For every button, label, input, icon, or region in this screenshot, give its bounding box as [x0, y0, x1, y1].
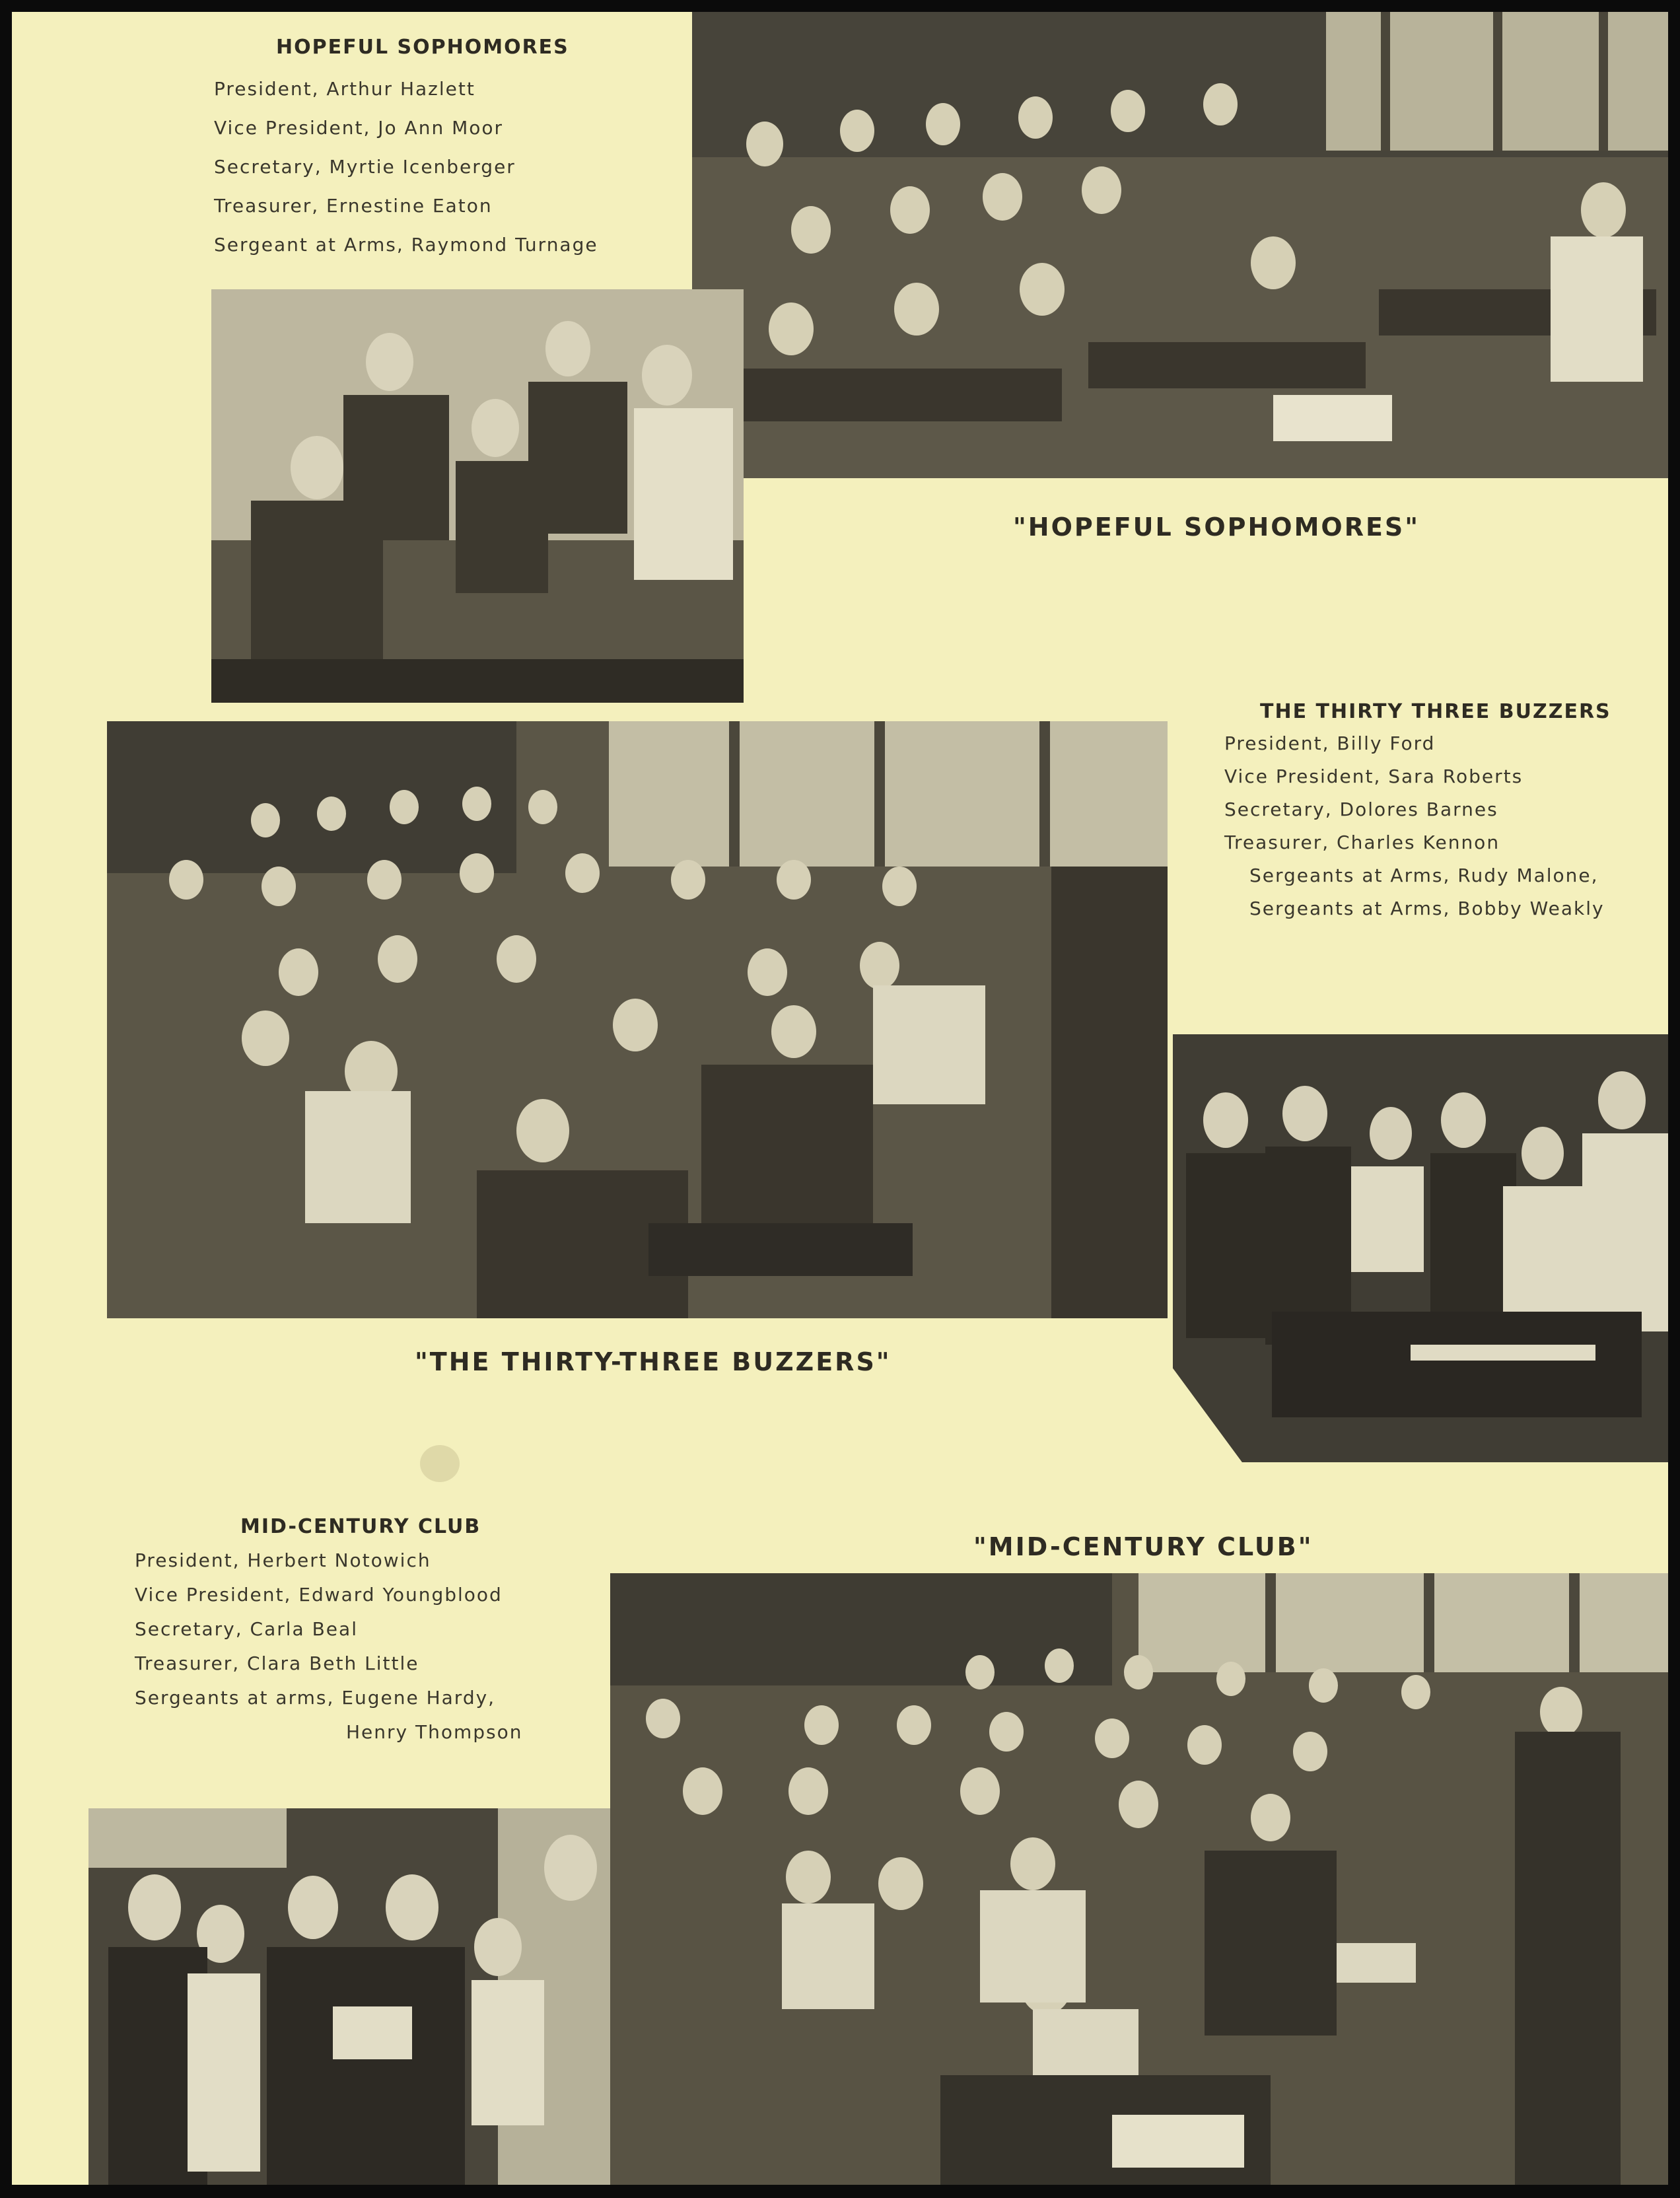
officer-line: President, Billy Ford: [1224, 732, 1436, 754]
yearbook-page: [12, 12, 1668, 2185]
midcentury-officers-photo: [88, 1808, 625, 2185]
midcentury-classroom-photo: [610, 1573, 1668, 2185]
officer-line: Henry Thompson: [346, 1721, 523, 1743]
officer-line: Treasurer, Clara Beth Little: [135, 1652, 419, 1674]
officer-line: Sergeants at Arms, Rudy Malone,: [1249, 865, 1599, 886]
officer-line: President, Herbert Notowich: [135, 1549, 431, 1571]
buzzers-heading: THE THIRTY THREE BUZZERS: [1260, 700, 1611, 723]
sophomores-classroom-photo: [692, 12, 1668, 478]
officer-line: Secretary, Myrtie Icenberger: [214, 156, 516, 178]
officer-line: Sergeant at Arms, Raymond Turnage: [214, 234, 598, 256]
officer-line: Treasurer, Charles Kennon: [1224, 832, 1500, 853]
officer-line: President, Arthur Hazlett: [214, 78, 475, 100]
midcentury-heading: MID-CENTURY CLUB: [240, 1515, 481, 1538]
officer-line: Secretary, Dolores Barnes: [1224, 798, 1498, 820]
officer-line: Secretary, Carla Beal: [135, 1618, 358, 1640]
buzzers-officers-photo: [1173, 1034, 1668, 1462]
midcentury-officers: [135, 1515, 523, 1750]
midcentury-caption: "MID-CENTURY CLUB": [973, 1532, 1313, 1561]
sophomores-officers: [214, 36, 598, 264]
buzzers-classroom-photo: [107, 721, 1168, 1318]
officer-line: Vice President, Edward Youngblood: [135, 1584, 503, 1606]
sophomores-officers-photo: [211, 289, 744, 703]
ink-stamp-mark: [420, 1445, 460, 1482]
buzzers-officers: [1224, 700, 1611, 925]
officer-line: Treasurer, Ernestine Eaton: [214, 195, 493, 217]
officer-line: Sergeants at arms, Eugene Hardy,: [135, 1687, 496, 1709]
sophomores-caption: "HOPEFUL SOPHOMORES": [1013, 513, 1420, 542]
officer-line: Vice President, Jo Ann Moor: [214, 117, 504, 139]
officer-line: Vice President, Sara Roberts: [1224, 765, 1523, 787]
officer-line: Sergeants at Arms, Bobby Weakly: [1249, 898, 1605, 919]
sophomores-heading: HOPEFUL SOPHOMORES: [276, 36, 569, 59]
buzzers-caption: "THE THIRTY-THREE BUZZERS": [415, 1347, 892, 1376]
